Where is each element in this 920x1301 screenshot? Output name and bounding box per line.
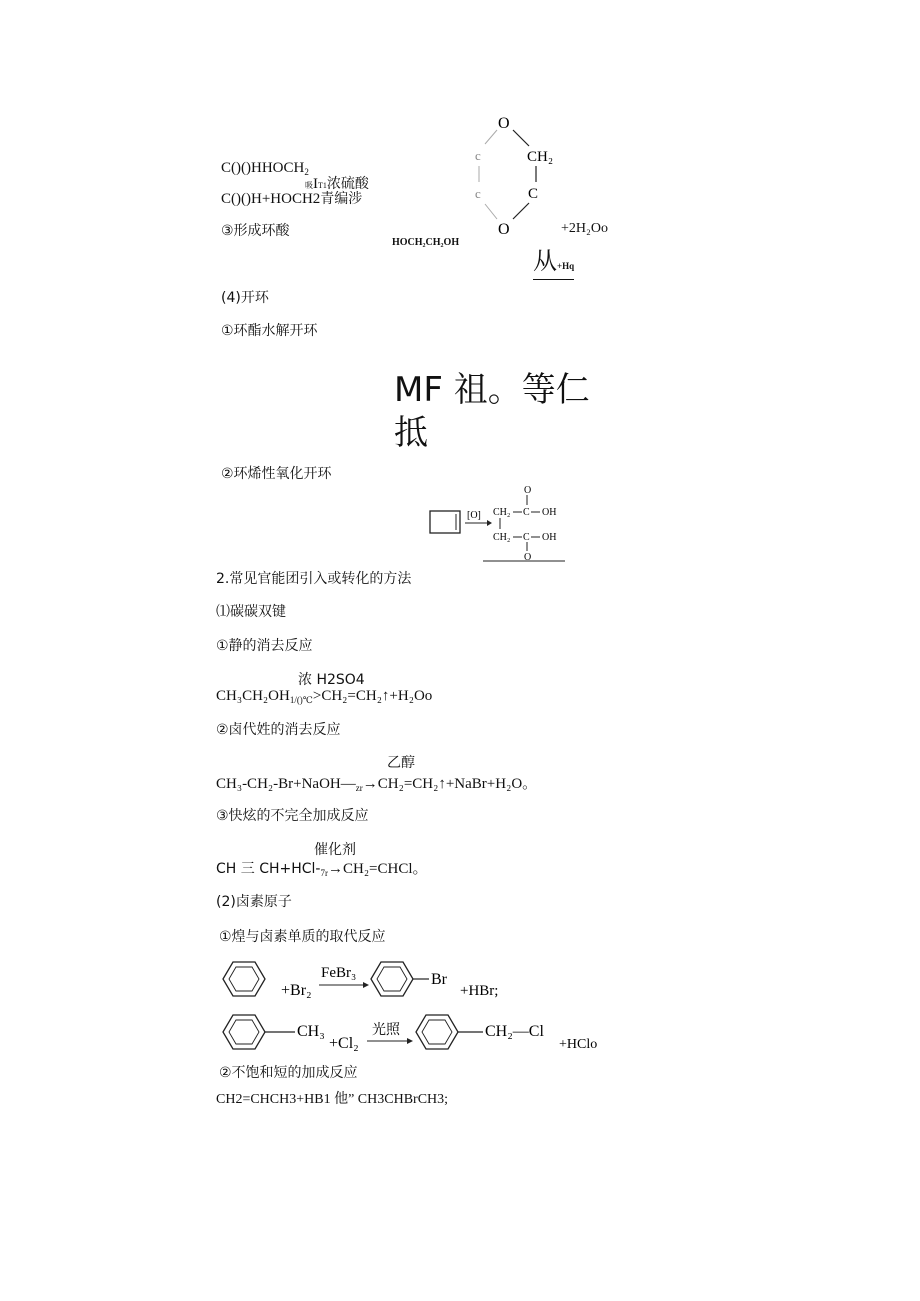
catalyst-febr3: FeBr₃ bbox=[321, 965, 357, 981]
section-2-title: 2.常见官能团引入或转化的方法 bbox=[216, 571, 412, 587]
benzyl-ring-inner bbox=[422, 1020, 452, 1044]
reaction-3-label: ③快炫的不完全加成反应 bbox=[216, 808, 369, 824]
oxidation-label: [O] bbox=[467, 510, 481, 521]
ring-bond-6 bbox=[485, 204, 497, 219]
reaction-2-equation bbox=[216, 772, 537, 793]
reaction-2-label: ②卤代姓的消去反应 bbox=[216, 722, 341, 738]
big-text-line-1: MF 祖。等仁 bbox=[394, 370, 590, 410]
ring-c: C bbox=[528, 186, 539, 202]
upper-oh: OH bbox=[542, 507, 557, 518]
hq-text: +Hq bbox=[557, 261, 575, 271]
reaction-3-left: CH 三 CH+HCl- bbox=[216, 861, 321, 877]
ring-ch2: CH₂ bbox=[527, 149, 554, 165]
plus-cl2: +Cl₂ bbox=[329, 1035, 359, 1052]
cong-text: 从 bbox=[533, 247, 557, 275]
reaction-3-equation bbox=[216, 857, 428, 878]
ring-bond-1 bbox=[513, 130, 529, 146]
ester-line-2-suffix: 青编涉 bbox=[320, 191, 363, 207]
section-4-item-2: ②环烯性氧化开环 bbox=[221, 466, 332, 482]
item-3-cyclic-ester: ③形成环酸 bbox=[221, 223, 290, 239]
lower-c: C bbox=[523, 532, 530, 543]
reaction-3-mid: 7r bbox=[320, 868, 328, 878]
reaction-2-left: CH₃-CH₂-Br+NaOH— bbox=[216, 776, 356, 792]
upper-c: C bbox=[523, 507, 530, 518]
toluene-ring-inner bbox=[229, 1020, 259, 1044]
ring-o-top: O bbox=[498, 115, 510, 132]
upper-ch2: CH₂ bbox=[493, 507, 511, 518]
reaction-1-equation bbox=[216, 688, 432, 706]
light-condition: 光照 bbox=[372, 1023, 400, 1038]
ring-bond-3 bbox=[513, 203, 529, 219]
cond-small: 吸 bbox=[305, 181, 313, 190]
section-4-item-1: ①环酯水解开环 bbox=[221, 323, 318, 339]
section-2-sub-1: ⑴碳碳双键 bbox=[216, 604, 286, 620]
bottom-o: O bbox=[524, 552, 532, 563]
reaction-1-left: CH₃CH₂OH bbox=[216, 688, 290, 704]
cond-mark: I bbox=[313, 176, 318, 192]
ester-line-1-sub: 2 bbox=[304, 167, 309, 177]
lower-oh: OH bbox=[542, 532, 557, 543]
big-text-line-2: 抵 bbox=[394, 413, 428, 453]
reaction-3-condition: 催化剂 bbox=[314, 842, 356, 858]
plus-br2: +Br₂ bbox=[281, 982, 312, 999]
ring-o-bottom: O bbox=[498, 221, 510, 238]
plus-hbr: +HBr; bbox=[460, 983, 499, 999]
cycloalkene-oxidation-scheme bbox=[425, 483, 570, 563]
reaction-2-mid: zr bbox=[355, 783, 363, 793]
section-2-sub-2: (2)卤素原子 bbox=[216, 894, 292, 910]
reaction-1-right: >CH₂=CH₂↑+H₂Oo bbox=[312, 688, 433, 704]
cyclic-ester-structure bbox=[465, 108, 575, 243]
br-substituent: Br bbox=[431, 971, 447, 988]
oxidation-arrowhead bbox=[487, 520, 492, 526]
benzene-ring-2-inner bbox=[377, 967, 407, 991]
benzene-bromination-scheme bbox=[215, 955, 515, 1003]
glycol-formula: HOCH₂CH₂OH bbox=[392, 237, 460, 248]
reaction-1-label: ①静的消去反应 bbox=[216, 638, 313, 654]
ring-left-mark-2: c bbox=[475, 186, 481, 201]
reaction-1-condition: 浓 H2SO4 bbox=[298, 672, 365, 688]
ester-line-2-text: C()()H+HOCH2 bbox=[221, 191, 321, 207]
reaction-4-label: ①煌与卤素单质的取代反应 bbox=[219, 929, 386, 945]
reaction-6-label: ②不饱和短的加成反应 bbox=[219, 1065, 358, 1081]
toluene-ch3: CH₃ bbox=[297, 1023, 325, 1040]
plus-water: +2H₂Oo bbox=[561, 221, 608, 236]
cond-acid: 浓硫酸 bbox=[326, 176, 369, 192]
chlorination-arrowhead bbox=[407, 1038, 413, 1044]
ring-bond-4 bbox=[485, 130, 497, 144]
section-4-title: (4)开环 bbox=[221, 290, 269, 306]
reaction-2-condition: 乙醇 bbox=[387, 755, 415, 771]
ester-line-1 bbox=[221, 160, 309, 177]
reaction-1-temp: 1/()℃ bbox=[289, 695, 313, 705]
ring-left-mark-1: c bbox=[475, 148, 481, 163]
toluene-chlorination-scheme bbox=[215, 1008, 610, 1058]
reaction-3-right: →CH₂=CHCl。 bbox=[327, 861, 428, 877]
reaction-6-equation: CH2=CHCH3+HB1 他” CH3CHBrCH3; bbox=[216, 1092, 449, 1107]
plus-hcl: +HClo bbox=[559, 1037, 598, 1052]
bromination-arrowhead bbox=[363, 982, 369, 988]
top-o: O bbox=[524, 485, 532, 496]
lower-ch2: CH₂ bbox=[493, 532, 511, 543]
ester-line-1-text: C()()HHOCH bbox=[221, 160, 305, 176]
cond-tt: T1 bbox=[318, 181, 327, 190]
cong-glyph bbox=[533, 248, 574, 280]
benzyl-chloride-ch2cl: CH₂—Cl bbox=[485, 1023, 544, 1040]
reaction-2-right: →CH₂=CH₂↑+NaBr+H₂O。 bbox=[362, 776, 538, 792]
ester-line-2 bbox=[221, 188, 362, 208]
benzene-ring-1-inner bbox=[229, 967, 259, 991]
